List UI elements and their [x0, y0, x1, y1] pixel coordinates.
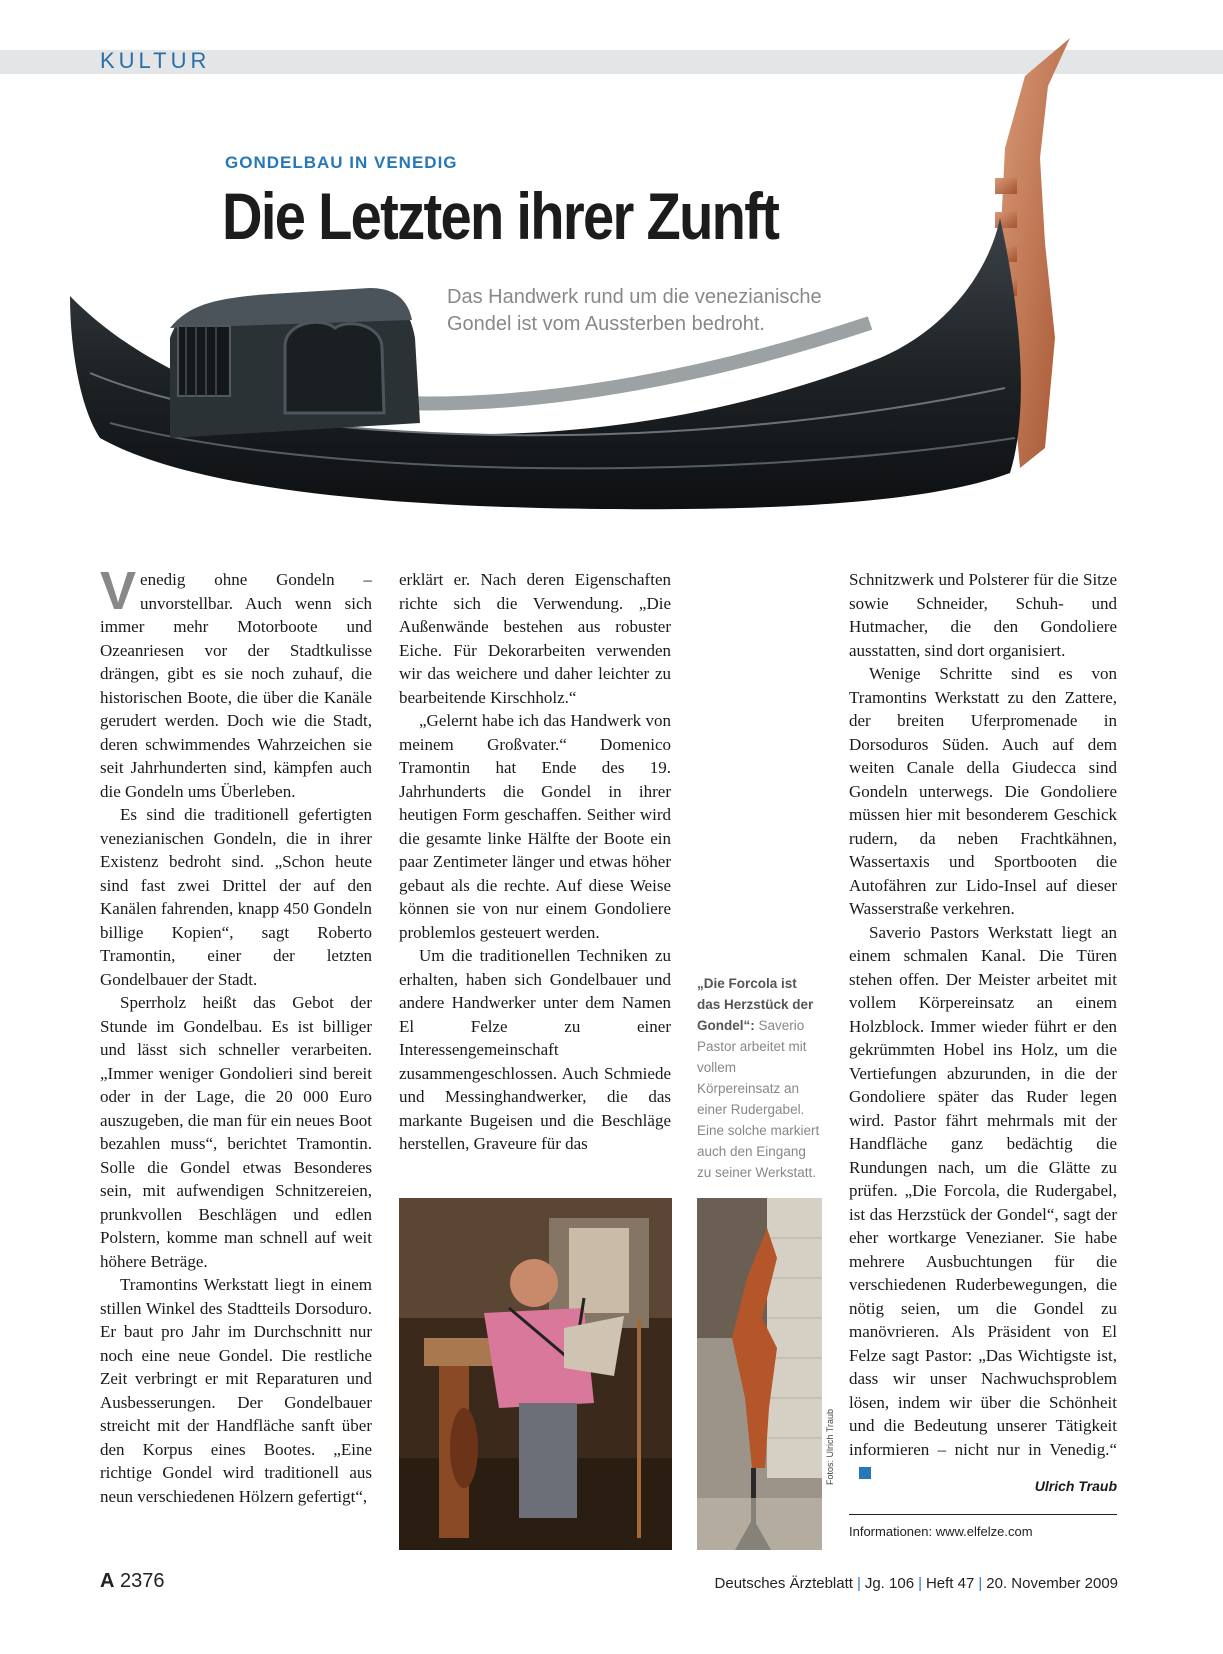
paragraph — [100, 561, 372, 803]
photo-caption — [697, 973, 822, 1183]
page-prefix: A — [100, 1570, 115, 1592]
article-column-1 — [100, 561, 372, 1508]
article-column-2 — [399, 568, 671, 1156]
section-label: KULTUR — [100, 48, 211, 73]
deck: Das Handwerk rund um die venezianische Gondel ist vom Aussterben bedroht. — [447, 286, 822, 335]
volume: Jg. 106 — [864, 1575, 915, 1592]
footer — [715, 1575, 1118, 1592]
paragraph: „Gelernt habe ich das Handwerk von meinem Großvater.“ Domenico Tramontin hat Ende des 19. Jahrhunderts die Gondel in ihrer heutigen Form geschaffen. Seither wird die gesamte linke Hälfte der Boote ein paar Zentimeter länger und etwas höher gebaut als die rechte. Auf diese Weise können sie von nur einem Gondoliere problemlos gesteuert werden. — [399, 711, 671, 942]
paragraph: Es sind die traditionell gefertigten venezianischen Gondeln, die in ihrer Existenz bedroht sind. „Schon heute sind fast zwei Drittel der auf den Kanälen fahrenden, knapp 450 Gondeln billige Kopien“, sagt Roberto Tramontin, einer der letzten Gondelbauer der Stadt. — [100, 805, 372, 989]
drop-cap: V — [100, 561, 137, 621]
issue: Heft 47 — [925, 1575, 975, 1592]
paragraph: Schnitzwerk und Polsterer für die Sitze sowie Schneider, Schuh- und Hutmacher, die den Gondoliere ausstatten, sind dort organisiert. — [849, 570, 1117, 660]
headline: Die Letzten ihrer Zunft — [222, 179, 779, 253]
page-number — [100, 1570, 165, 1593]
forcola-photo — [697, 1198, 822, 1550]
kicker: GONDELBAU IN VENEDIG — [225, 153, 458, 172]
author-byline: Ulrich Traub — [1034, 1478, 1117, 1494]
paragraph: Um die traditionellen Techniken zu erhalten, haben sich Gondelbauer und andere Handwerker unter dem Namen El Felze zu einer Interessengemeinschaft zusammengeschlossen. Auch Schmiede und Messinghandwerker, die das markante Bugeisen und die Beschläge herstellen, Graveure für das — [399, 946, 671, 1153]
info-link: Informationen: www.elfelze.com — [849, 1524, 1033, 1539]
page-number-value: 2376 — [120, 1570, 165, 1592]
divider — [849, 1514, 1117, 1515]
separator: | — [978, 1575, 983, 1592]
workshop-photo — [399, 1198, 672, 1550]
photo-credit: Fotos: Ulrich Traub — [825, 1408, 835, 1485]
article-column-3 — [849, 568, 1117, 1485]
paragraph-text: enedig ohne Gondeln – unvorstellbar. Auch wenn sich immer mehr Motorboote und Ozeanriesen vor der Stadtkulisse drängen, gibt es sie noch zuhauf, die historischen Boote, die über die Kanäle gerudert werden. Doch wie die Stadt, deren schwimmendes Wahrzeichen sie seit Jahrhunderten sind, kämpfen auch die Gondeln ums Überleben. — [100, 570, 372, 801]
separator: | — [918, 1575, 922, 1592]
paragraph: Wenige Schritte sind es von Tramontins Werkstatt zu den Zattere, der breiten Uferpromenade in Dorsoduros Süden. Auch auf dem weiten Canale della Giudecca sind Gondeln unterwegs. Die Gondoliere müssen hier mit besonderem Geschick rudern, da neben Frachtkähnen, Wassertaxis und Sportbooten die Autofähren zur Lido-Insel auf dieser Wasserstraße verkehren. — [849, 664, 1117, 918]
caption-head: „Die Forcola ist das Herzstück der Gondel“: — [697, 976, 814, 1033]
journal-name: Deutsches Ärzteblatt — [714, 1575, 853, 1592]
paragraph: erklärt er. Nach deren Eigenschaften richte sich die Verwendung. „Die Außenwände bestehen aus robuster Eiche. Für Dekorarbeiten verwenden wir das weichere und daher leichter zu bearbeitende Kirschholz.“ — [399, 570, 671, 707]
paragraph: Tramontins Werkstatt liegt in einem stillen Winkel des Stadtteils Dorsoduro. Er baut pro Jahr im Durchschnitt nur noch eine neue Gondel. Die restliche Zeit verbringt er mit Reparaturen und Ausbesserungen. Der Gondelbauer streicht mit der Handfläche sanft über den Korpus eines Bootes. „Eine richtige Gondel wird traditionell aus neun verschiedenen Hölzern gefertigt“, — [100, 1275, 372, 1506]
gondola-photo — [70, 28, 1140, 538]
caption-text: Saverio Pastor arbeitet mit vollem Körpereinsatz an einer Rudergabel. Eine solche markiert auch den Eingang zu seiner Werkstatt. — [697, 1018, 820, 1180]
paragraph: Sperrholz heißt das Gebot der Stunde im Gondelbau. Es ist billiger und lässt sich schneller verarbeiten. „Immer weniger Gondolieri sind bereit oder in der Lage, die 20 000 Euro auszugeben, die man für ein neues Boot bezahlen muss“, berichtet Tramontin. Solle die Gondel etwas Besonderes sein, mit aufwendigen Schnitzereien, prunkvollen Beschlägen und edlen Polstern, komme man schnell auf weit höhere Beträge. — [100, 993, 372, 1271]
paragraph-text: Saverio Pastors Werkstatt liegt an einem schmalen Kanal. Die Türen stehen offen. Der Meister arbeitet mit vollem Körpereinsatz an einem Holzblock. Immer wieder führt er den gekrümmten Hobel ins Holz, um die Vertiefungen abzurunden, in die der Gondoliere später das Ruder legen wird. Pastor fährt mehrmals mit der Handfläche ganz bedächtig die Rundungen nach, um die Glätte zu prüfen. „Die Forcola, die Rudergabel, ist das Herzstück der Gondel“, sagt der eher wortkarge Venezianer. Sie habe mehrere Ausbuchtungen für die verschiedenen Ruderbewegungen, die nötig seien, um die Gondel zu manövrieren. Als Präsident von El Felze sagt Pastor: „Das Wichtigste ist, dass wir unser Nachwuchsproblem lösen, indem wir über die Schönheit und die Bedeutung unserer Tätigkeit informieren – nicht nur in Venedig.“ — [849, 922, 1117, 1459]
separator: | — [856, 1575, 861, 1592]
issue-date: 20. November 2009 — [986, 1575, 1118, 1592]
paragraph — [849, 921, 1117, 1485]
